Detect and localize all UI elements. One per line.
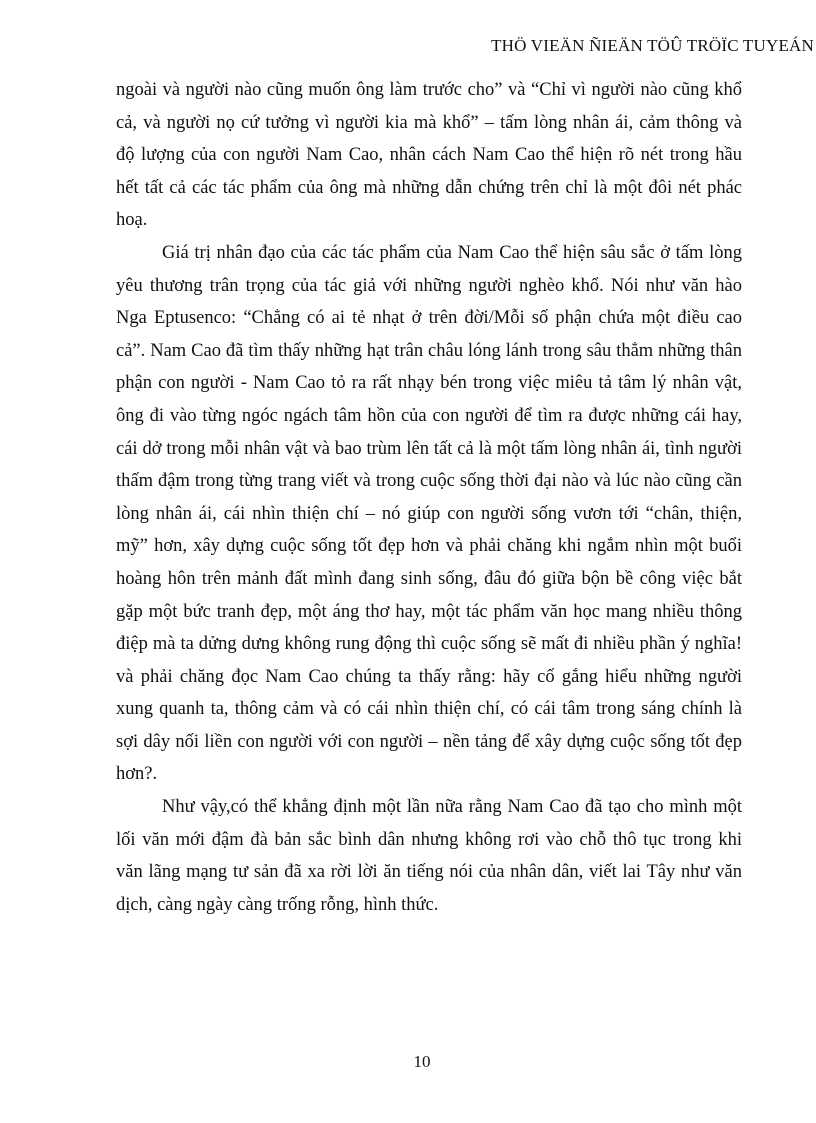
page-number: 10 [413,1052,431,1071]
text-line: lòng nhân ái, cái nhìn thiện chí – nó giúp con người sống vươn tới “chân, thiện, [116,503,742,524]
text-line: độ lượng của con người Nam Cao, nhân cách Nam Cao thể hiện rõ nét trong hầu [116,145,742,166]
text-line: và phải chăng đọc Nam Cao chúng ta thấy rằng: hãy cố gắng hiểu những người [116,666,742,687]
text-line: sợi dây nối liền con người với con người – nền tảng để xây dựng cuộc sống tốt đẹp [116,731,742,752]
text-line: hết tất cả các tác phẩm của ông mà những dẫn chứng trên chỉ là một đôi nét phác [116,177,742,198]
text-line: cả”. Nam Cao đã tìm thấy những hạt trân châu lóng lánh trong sâu thẳm những thân [116,340,742,361]
text-line: hoạ. [116,210,148,231]
text-line: Như vậy,có thể khẳng định một lần nữa rằng Nam Cao đã tạo cho mình một [162,797,742,818]
text-line: điệp mà ta dửng dưng không rung động thì cuộc sống sẽ mất đi nhiều phần ý nghĩa! [116,634,742,655]
text-line: gặp một bức tranh đẹp, một áng thơ hay, một tác phẩm văn học mang nhiều thông [116,601,742,622]
text-line: mỹ” hơn, xây dựng cuộc sống tốt đẹp hơn và phải chăng khi ngắm nhìn một buổi [116,536,742,557]
text-line: thấm đậm trong từng trang viết và trong cuộc sống thời đại nào và lúc nào cũng cần [116,471,742,492]
text-line: văn lãng mạng tư sản đã xa rời lời ăn tiếng nói của nhân dân, viết lai Tây như văn [116,862,742,883]
text-line: dịch, càng ngày càng trống rỗng, hình thức. [116,894,439,915]
text-line: xung quanh ta, thông cảm và có cái nhìn thiện chí, có cái tâm trong sáng chính là [116,699,742,720]
text-line: lối văn mới đậm đà bản sắc bình dân nhưng không rơi vào chỗ thô tục trong khi [116,829,742,850]
text-line: cả, và người nọ cứ tưởng vì người kia mà khổ” – tấm lòng nhân ái, cảm thông và [116,112,742,133]
text-line: Nga Eptusenco: “Chẳng có ai tẻ nhạt ở trên đời/Mỗi số phận chứa một điều cao [116,308,742,329]
text-line: yêu thương trân trọng của tác giả với những người nghèo khổ. Nói như văn hào [116,275,742,296]
text-line: phận con người - Nam Cao tỏ ra rất nhạy bén trong việc miêu tả tâm lý nhân vật, [116,373,742,394]
text-line: ông đi vào từng ngóc ngách tâm hồn của con người để tìm ra được những cái hay, [116,405,742,426]
page-header: THÖ VIEÄN ÑIEÄN TÖÛ TRÖÏC TUYEÁN [491,36,814,55]
document-body [116,74,742,921]
text-line: ngoài và người nào cũng muốn ông làm trước cho” và “Chỉ vì người nào cũng khổ [116,80,742,100]
text-line: hơn?. [116,764,158,785]
text-line: hoàng hôn trên mảnh đất mình đang sinh sống, đâu đó giữa bộn bề công việc bắt [116,568,742,589]
text-line: Giá trị nhân đạo của các tác phẩm của Nam Cao thể hiện sâu sắc ở tấm lòng [162,242,742,263]
text-line: cái dở trong mỗi nhân vật và bao trùm lên tất cả là một tấm lòng nhân ái, tình người [116,438,742,459]
